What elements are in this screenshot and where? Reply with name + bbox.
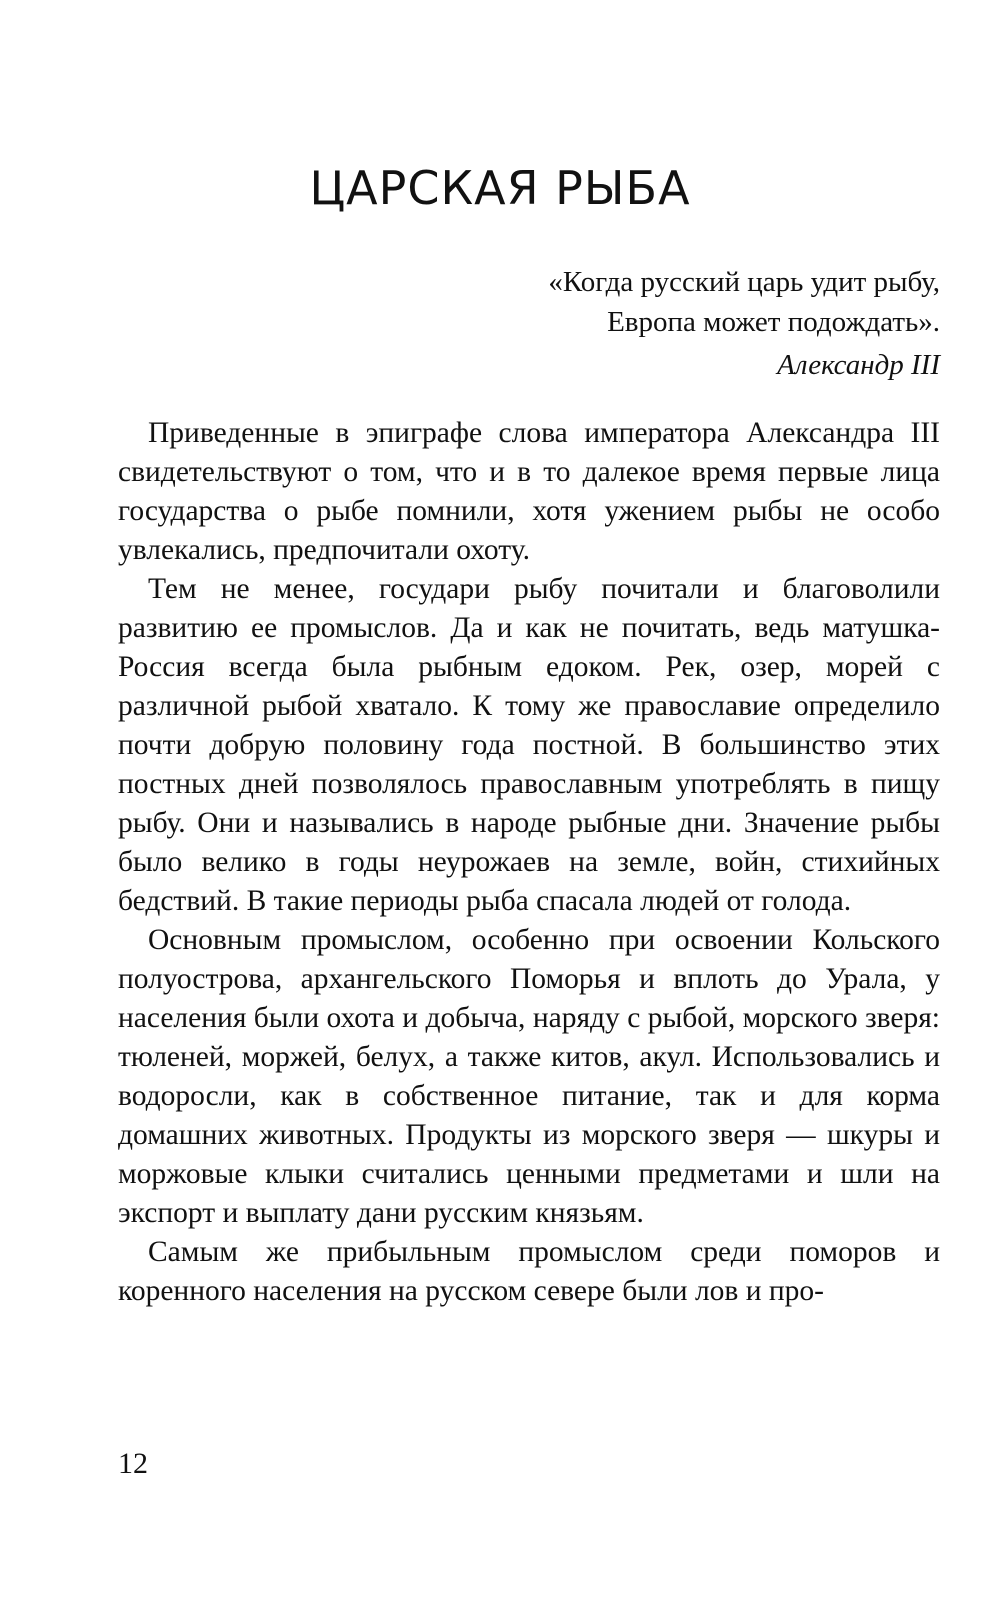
paragraph-4: Самым же прибыльным промыслом среди поморов и коренного населения на русском севере были лов и про- bbox=[118, 1236, 940, 1307]
chapter-title: ЦАРСКАЯ РЫБА bbox=[309, 161, 691, 215]
epigraph-line-2: Европа может подождать». bbox=[607, 306, 940, 338]
paragraph-1: Приведенные в эпиграфе слова императора Александра III свидетельствуют о том, что и в то далекое время первые лица государства о рыбе помнили, хотя ужением рыбы не особо увлекались, предпочитали охоту. bbox=[118, 417, 940, 566]
paragraph-2: Тем не менее, государи рыбу почитали и благоволили развитию ее промыслов. Да и как не почитать, ведь матушка-Россия всегда была рыбным едоком. Рек, озер, морей с различной рыбой хватало. К тому же православие определило почти добрую половину года постной. В большинство этих постных дней позволялось православным употреблять в пищу рыбу. Они и назывались в народе рыбные дни. Значение рыбы было велико в годы неурожаев на земле, войн, стихийных бедствий. В такие периоды рыба спасала людей от голода. bbox=[118, 573, 940, 917]
page-number: 12 bbox=[118, 1447, 148, 1480]
epigraph bbox=[420, 262, 940, 385]
epigraph-author: Александр III bbox=[777, 349, 940, 381]
epigraph-line-1: «Когда русский царь удит рыбу, bbox=[548, 266, 940, 298]
paragraph-3: Основным промыслом, особенно при освоении Кольского полуострова, архангельского Поморья и вплоть до Урала, у населения были охота и добыча, наряду с рыбой, морского зверя: тюленей, моржей, белух, а также китов, акул. Использовались и водоросли, как в собственное питание, так и для корма домашних животных. Продукты из морского зверя — шкуры и моржовые клыки считались ценными предметами и шли на экспорт и выплату дани русским князьям. bbox=[118, 924, 940, 1229]
body-text bbox=[118, 414, 940, 1311]
